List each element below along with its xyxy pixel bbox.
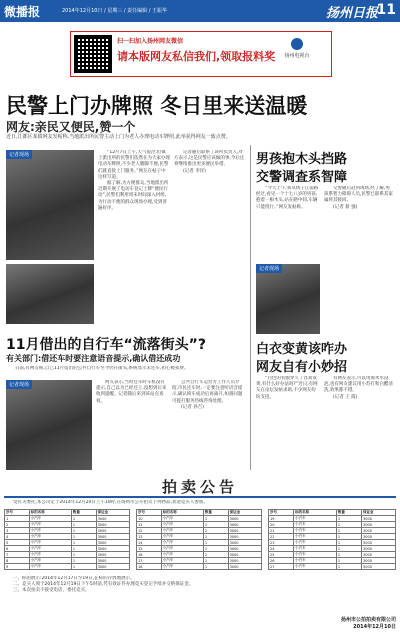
table-header-cell: 保证金 bbox=[228, 510, 261, 516]
table-cell: 3000 bbox=[362, 558, 396, 564]
page-number: 11 bbox=[376, 2, 396, 18]
table-cell: 3000 bbox=[228, 516, 261, 522]
auction-title: 拍卖公告 bbox=[161, 478, 238, 496]
table-cell: 1 bbox=[336, 552, 361, 558]
table-cell: 3000 bbox=[228, 546, 261, 552]
auction-table-b bbox=[136, 509, 262, 570]
table-cell: 7 bbox=[5, 552, 30, 558]
qr-code-icon bbox=[74, 35, 112, 73]
auction-company: 扬州市公拍拍卖有限公司 bbox=[340, 617, 396, 623]
auction-intro-text: 受有关委托,本公司定于2014年12月20日上午10时,在扬州市公开拍卖下列物品,欢迎竞买人参加。 bbox=[13, 500, 208, 505]
table-cell: 小汽车 bbox=[161, 534, 203, 540]
lead-photo-2 bbox=[6, 264, 94, 324]
table-cell: 1 bbox=[336, 516, 361, 522]
table-cell: 1 bbox=[336, 528, 361, 534]
table-header-cell: 序号 bbox=[137, 510, 162, 516]
table-cell: 3000 bbox=[362, 546, 396, 552]
bike-byline: (记者 孙吉) bbox=[181, 404, 204, 410]
table-cell: 8 bbox=[5, 558, 30, 564]
table-cell: 3000 bbox=[362, 552, 396, 558]
table-header-cell: 标的名称 bbox=[294, 510, 337, 516]
bike-para: 公共自行车运营方工作人员介绍,市民还车时,一定要注意听语音提示,确认锁车成功后再离开,如遇问题可拨打服务热线咨询处理。 bbox=[172, 380, 243, 404]
table-row bbox=[5, 564, 130, 570]
table-header-cell: 标的名称 bbox=[29, 510, 71, 516]
photo-tag: 记者现场 bbox=[6, 380, 32, 389]
table-cell: 26 bbox=[269, 558, 294, 564]
bike-photo bbox=[6, 380, 92, 470]
table-cell: 1 bbox=[203, 522, 228, 528]
table-cell: 3000 bbox=[362, 534, 396, 540]
table-cell: 1 bbox=[336, 558, 361, 564]
side1-photo bbox=[256, 264, 320, 334]
table-cell: 小汽车 bbox=[294, 546, 337, 552]
promo-banner bbox=[70, 31, 332, 77]
table-cell: 15 bbox=[137, 546, 162, 552]
side1-subtitle: 交警调查系智障 bbox=[256, 170, 348, 185]
table-cell: 小汽车 bbox=[161, 546, 203, 552]
table-cell: 1 bbox=[71, 552, 96, 558]
bike-lead bbox=[6, 366, 244, 378]
table-header-cell: 标的名称 bbox=[161, 510, 203, 516]
table-cell: 21 bbox=[269, 528, 294, 534]
table-cell: 1 bbox=[336, 534, 361, 540]
auction-intro bbox=[4, 500, 396, 508]
table-cell: 小汽车 bbox=[294, 534, 337, 540]
table-cell: 19 bbox=[269, 516, 294, 522]
table-cell: 3000 bbox=[228, 552, 261, 558]
table-cell: 1 bbox=[336, 564, 361, 570]
newspaper-logo: 扬州日报 bbox=[325, 6, 378, 21]
bike-subhead: 有关部门:借还车时要注意语音提示,确认借还成功 bbox=[6, 354, 181, 363]
side2-headline: 白衣变黄该咋办 bbox=[256, 342, 348, 357]
auction-rule bbox=[4, 496, 396, 498]
side2-para: 有网友表示,可以用淘米水浸泡,也有网友建议用小苏打和白醋清洗,效果都不错。 bbox=[324, 376, 393, 394]
lead-photo bbox=[6, 150, 94, 260]
table-cell: 1 bbox=[71, 516, 96, 522]
table-cell: 3000 bbox=[96, 516, 129, 522]
side1-headline: 男孩抱木头挡路 bbox=[256, 152, 348, 167]
lead-para: 记者随后联系了该所负责人,对方表示,这是民警应该做的事,今后还将继续推出更多便民举措。 bbox=[174, 150, 245, 168]
table-cell: 3000 bbox=[362, 522, 396, 528]
table-cell: 1 bbox=[71, 534, 96, 540]
side1-byline: (记者 蔡 强) bbox=[333, 204, 358, 210]
table-cell: 3000 bbox=[362, 564, 396, 570]
table-cell: 3000 bbox=[362, 528, 396, 534]
table-cell: 小汽车 bbox=[29, 552, 71, 558]
auction-footer bbox=[341, 616, 396, 630]
bike-lead-text: 日前,有网友称,自己11月借出的公共自行车至今仍在街头,系统显示未还车,担心被扣费。 bbox=[15, 366, 189, 371]
table-cell: 25 bbox=[269, 552, 294, 558]
lead-intro: 近日,江都区某镇网友发帖称,当地派出所民警主动上门为老人办理电动车牌照,此举获得网友一致点赞。 bbox=[6, 134, 231, 140]
table-cell: 小汽车 bbox=[294, 540, 337, 546]
table-cell: 小汽车 bbox=[29, 522, 71, 528]
table-cell: 1 bbox=[71, 540, 96, 546]
table-cell: 小汽车 bbox=[294, 558, 337, 564]
lead-byline: (记者 李洋) bbox=[183, 168, 206, 174]
section-title: 微播报 bbox=[4, 5, 41, 19]
table-cell: 1 bbox=[5, 516, 30, 522]
bike-para: 网友表示,当时还车时车桩没有提示,自己以为已经还上,没想到后来收到提醒。记者随后来到该站点查看。 bbox=[96, 380, 167, 404]
table-cell: 小汽车 bbox=[29, 546, 71, 552]
auction-note: 二、竞买人须于2014年12月19日下午5时前,凭有效证件办理竞买登记手续并交纳保证金。 bbox=[13, 582, 194, 588]
table-cell: 3000 bbox=[228, 564, 261, 570]
promo-line-2: 请本版网友私信我们,领取报料奖 bbox=[117, 50, 276, 63]
auction-table-a bbox=[4, 509, 130, 570]
bike-body-col-1 bbox=[96, 380, 168, 470]
table-cell: 3000 bbox=[96, 552, 129, 558]
table-cell: 小汽车 bbox=[161, 552, 203, 558]
side2-body-col-2 bbox=[324, 376, 394, 470]
table-cell: 3000 bbox=[228, 540, 261, 546]
table-cell: 17 bbox=[137, 558, 162, 564]
table-cell: 20 bbox=[269, 522, 294, 528]
lead-body-col-1 bbox=[98, 150, 170, 325]
table-cell: 3000 bbox=[362, 516, 396, 522]
table-cell: 小汽车 bbox=[294, 516, 337, 522]
table-cell: 小汽车 bbox=[29, 564, 71, 570]
table-cell: 3000 bbox=[96, 522, 129, 528]
table-cell: 1 bbox=[336, 546, 361, 552]
table-cell: 1 bbox=[71, 528, 96, 534]
lead-para: “12月7日上午,天气很冷,但镇上派出所的民警们依然在为大家办理电动车牌照,不少老人腿脚不便,民警们就直接上门服务。”网友在帖子中这样写道。 bbox=[98, 150, 170, 180]
tv-logo-icon bbox=[291, 38, 303, 50]
side1-para: 交警随后赶到现场,经了解,男孩系智力障碍人员,民警已联系其家属将其接回。 bbox=[324, 186, 393, 204]
table-cell: 1 bbox=[71, 564, 96, 570]
table-cell: 22 bbox=[269, 534, 294, 540]
table-cell: 27 bbox=[269, 564, 294, 570]
column-divider bbox=[250, 145, 251, 470]
table-cell: 1 bbox=[71, 558, 96, 564]
table-cell: 3000 bbox=[228, 522, 261, 528]
table-cell: 3 bbox=[5, 528, 30, 534]
table-cell: 16 bbox=[137, 552, 162, 558]
table-cell: 小汽车 bbox=[161, 558, 203, 564]
table-cell: 1 bbox=[203, 564, 228, 570]
table-cell: 小汽车 bbox=[29, 534, 71, 540]
side1-body-col-2 bbox=[324, 186, 394, 336]
bike-body-col-2 bbox=[172, 380, 244, 470]
table-cell: 1 bbox=[71, 546, 96, 552]
table-row bbox=[269, 564, 396, 570]
side2-body-col-1 bbox=[256, 376, 320, 470]
table-cell: 4 bbox=[5, 534, 30, 540]
table-cell: 5 bbox=[5, 540, 30, 546]
table-cell: 小汽车 bbox=[161, 522, 203, 528]
table-cell: 11 bbox=[137, 522, 162, 528]
table-cell: 小汽车 bbox=[294, 552, 337, 558]
table-cell: 1 bbox=[203, 528, 228, 534]
table-cell: 3000 bbox=[96, 564, 129, 570]
auction-note: 一、标的展示:2014年12月17日至19日,在标的存放地展示。 bbox=[13, 576, 135, 581]
table-cell: 3000 bbox=[96, 558, 129, 564]
table-cell: 3000 bbox=[96, 534, 129, 540]
sponsor-logo bbox=[269, 38, 325, 59]
table-cell: 小汽车 bbox=[294, 528, 337, 534]
side2-byline: (记者 王 霞) bbox=[333, 394, 358, 400]
photo-tag: 记者现场 bbox=[256, 264, 282, 273]
lead-headline: 民警上门办牌照 冬日里来送温暖 bbox=[6, 94, 308, 118]
table-cell: 9 bbox=[5, 564, 30, 570]
table-cell: 24 bbox=[269, 546, 294, 552]
table-cell: 1 bbox=[336, 522, 361, 528]
table-row bbox=[137, 564, 262, 570]
table-cell: 3000 bbox=[96, 528, 129, 534]
table-cell: 小汽车 bbox=[161, 528, 203, 534]
table-cell: 1 bbox=[203, 546, 228, 552]
table-header-cell: 序号 bbox=[269, 510, 294, 516]
lead-para: 据了解,为方便群众,当地派出所近期开展了电动车登记上牌“便民行动”,民警们利用周末时间深入村组,为行动不便的群众现场办理,受到普遍好评。 bbox=[98, 181, 169, 211]
table-cell: 1 bbox=[71, 522, 96, 528]
table-cell: 小汽车 bbox=[29, 516, 71, 522]
table-header-cell: 数量 bbox=[71, 510, 96, 516]
table-cell: 3000 bbox=[96, 546, 129, 552]
table-cell: 小汽车 bbox=[294, 564, 337, 570]
table-cell: 10 bbox=[137, 516, 162, 522]
table-header-cell: 数量 bbox=[336, 510, 361, 516]
auction-date: 2014年12月10日 bbox=[353, 624, 396, 630]
table-cell: 23 bbox=[269, 540, 294, 546]
table-cell: 小汽车 bbox=[29, 540, 71, 546]
table-header-cell: 序号 bbox=[5, 510, 30, 516]
table-cell: 3000 bbox=[96, 540, 129, 546]
table-cell: 1 bbox=[336, 540, 361, 546]
sponsor-name: 扬州电视台 bbox=[284, 53, 310, 59]
table-cell: 1 bbox=[203, 540, 228, 546]
table-cell: 小汽车 bbox=[29, 558, 71, 564]
table-cell: 小汽车 bbox=[29, 528, 71, 534]
table-cell: 13 bbox=[137, 534, 162, 540]
table-cell: 3000 bbox=[228, 558, 261, 564]
table-cell: 小汽车 bbox=[161, 540, 203, 546]
auction-notice bbox=[0, 476, 400, 634]
table-cell: 小汽车 bbox=[161, 564, 203, 570]
table-cell: 12 bbox=[137, 528, 162, 534]
table-cell: 1 bbox=[203, 534, 228, 540]
table-cell: 14 bbox=[137, 540, 162, 546]
auction-table-c bbox=[268, 509, 396, 570]
side2-subtitle: 网友自有小妙招 bbox=[256, 360, 348, 375]
dateline: 2014年12月10日 / 星期三 / 责任编辑 / 王振华 bbox=[62, 8, 168, 14]
table-header-cell: 数量 bbox=[203, 510, 228, 516]
table-header-cell: 保证金 bbox=[96, 510, 129, 516]
table-cell: 1 bbox=[203, 558, 228, 564]
table-cell: 1 bbox=[203, 552, 228, 558]
side2-para: “白色的衣服穿久了容易发黄,有什么好办法吗?”近日,有网友在论坛发帖求助,不少网友纷纷支招。 bbox=[256, 376, 318, 400]
table-cell: 6 bbox=[5, 546, 30, 552]
lead-body-col-2 bbox=[174, 150, 246, 325]
table-cell: 1 bbox=[203, 516, 228, 522]
table-cell: 小汽车 bbox=[161, 516, 203, 522]
table-header-cell: 保证金 bbox=[362, 510, 396, 516]
auction-notes bbox=[4, 576, 264, 630]
promo-line-1: 扫一扫加入扬州网友微信 bbox=[117, 38, 184, 45]
table-cell: 2 bbox=[5, 522, 30, 528]
table-cell: 18 bbox=[137, 564, 162, 570]
table-cell: 3000 bbox=[228, 534, 261, 540]
side1-para: “今天上午,我从扬子江南路经过,看见一个十七八岁的男孩,抱着一根木头,站在路中间,车辆只能绕行。”网友发帖称。 bbox=[256, 186, 319, 210]
masthead bbox=[0, 0, 400, 22]
lead-subhead: 网友:亲民又便民,赞一个 bbox=[6, 120, 136, 134]
photo-tag: 记者现场 bbox=[6, 150, 32, 159]
bike-headline: 11月借出的自行车“流落街头”? bbox=[6, 337, 207, 353]
table-cell: 小汽车 bbox=[294, 522, 337, 528]
table-cell: 3000 bbox=[228, 528, 261, 534]
auction-note: 三、本次拍卖不接受电话、委托竞买。 bbox=[13, 588, 90, 594]
table-cell: 3000 bbox=[362, 540, 396, 546]
